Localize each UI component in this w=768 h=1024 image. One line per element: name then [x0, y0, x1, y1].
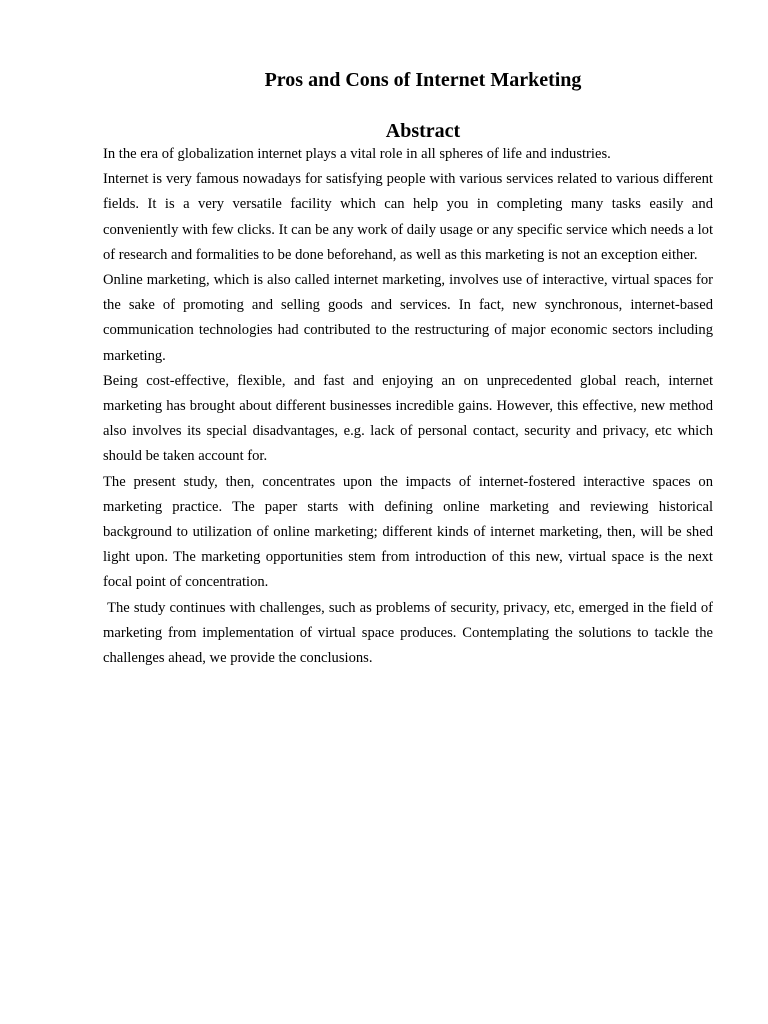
document-title: Pros and Cons of Internet Marketing [264, 69, 582, 91]
abstract-paragraph: Internet is very famous nowadays for satisfying people with various services related to various different fields. It is a very versatile facility which can help you in completing many tasks easily and conveniently with few clicks. It can be any work of daily usage or any specific service which needs a lot of research and formalities to be done beforehand, as well as this marketing is not an exception either. [103, 171, 717, 263]
abstract-paragraph: Being cost-effective, flexible, and fast and enjoying an on unprecedented global reach, internet marketing has brought about different businesses incredible gains. However, this effective, new method also involves its special disadvantages, e.g. lack of personal contact, security and privacy, etc which should be taken account for. [103, 372, 717, 465]
abstract-paragraph: The present study, then, concentrates upon the impacts of internet-fostered interactive spaces on marketing practice. The paper starts with defining online marketing and reviewing historical background to utilization of online marketing; different kinds of internet marketing, then, will be shed light upon. The marketing opportunities stem from introduction of this new, virtual space is the next focal point of concentration. [103, 473, 717, 591]
abstract-heading: Abstract [385, 120, 461, 142]
abstract-paragraph: The study continues with challenges, such as problems of security, privacy, etc, emerged in the field of marketing from implementation of virtual space produces. Contemplating the solutions to tackle the challenges ahead, we provide the conclusions. [103, 599, 717, 667]
abstract-body [103, 142, 717, 671]
abstract-paragraph: Online marketing, which is also called internet marketing, involves use of interactive, virtual spaces for the sake of promoting and selling goods and services. In fact, new synchronous, internet-based communication technologies had contributed to the restructuring of major economic sectors including marketing. [103, 272, 717, 364]
abstract-paragraph: In the era of globalization internet plays a vital role in all spheres of life and industries. [103, 146, 611, 162]
